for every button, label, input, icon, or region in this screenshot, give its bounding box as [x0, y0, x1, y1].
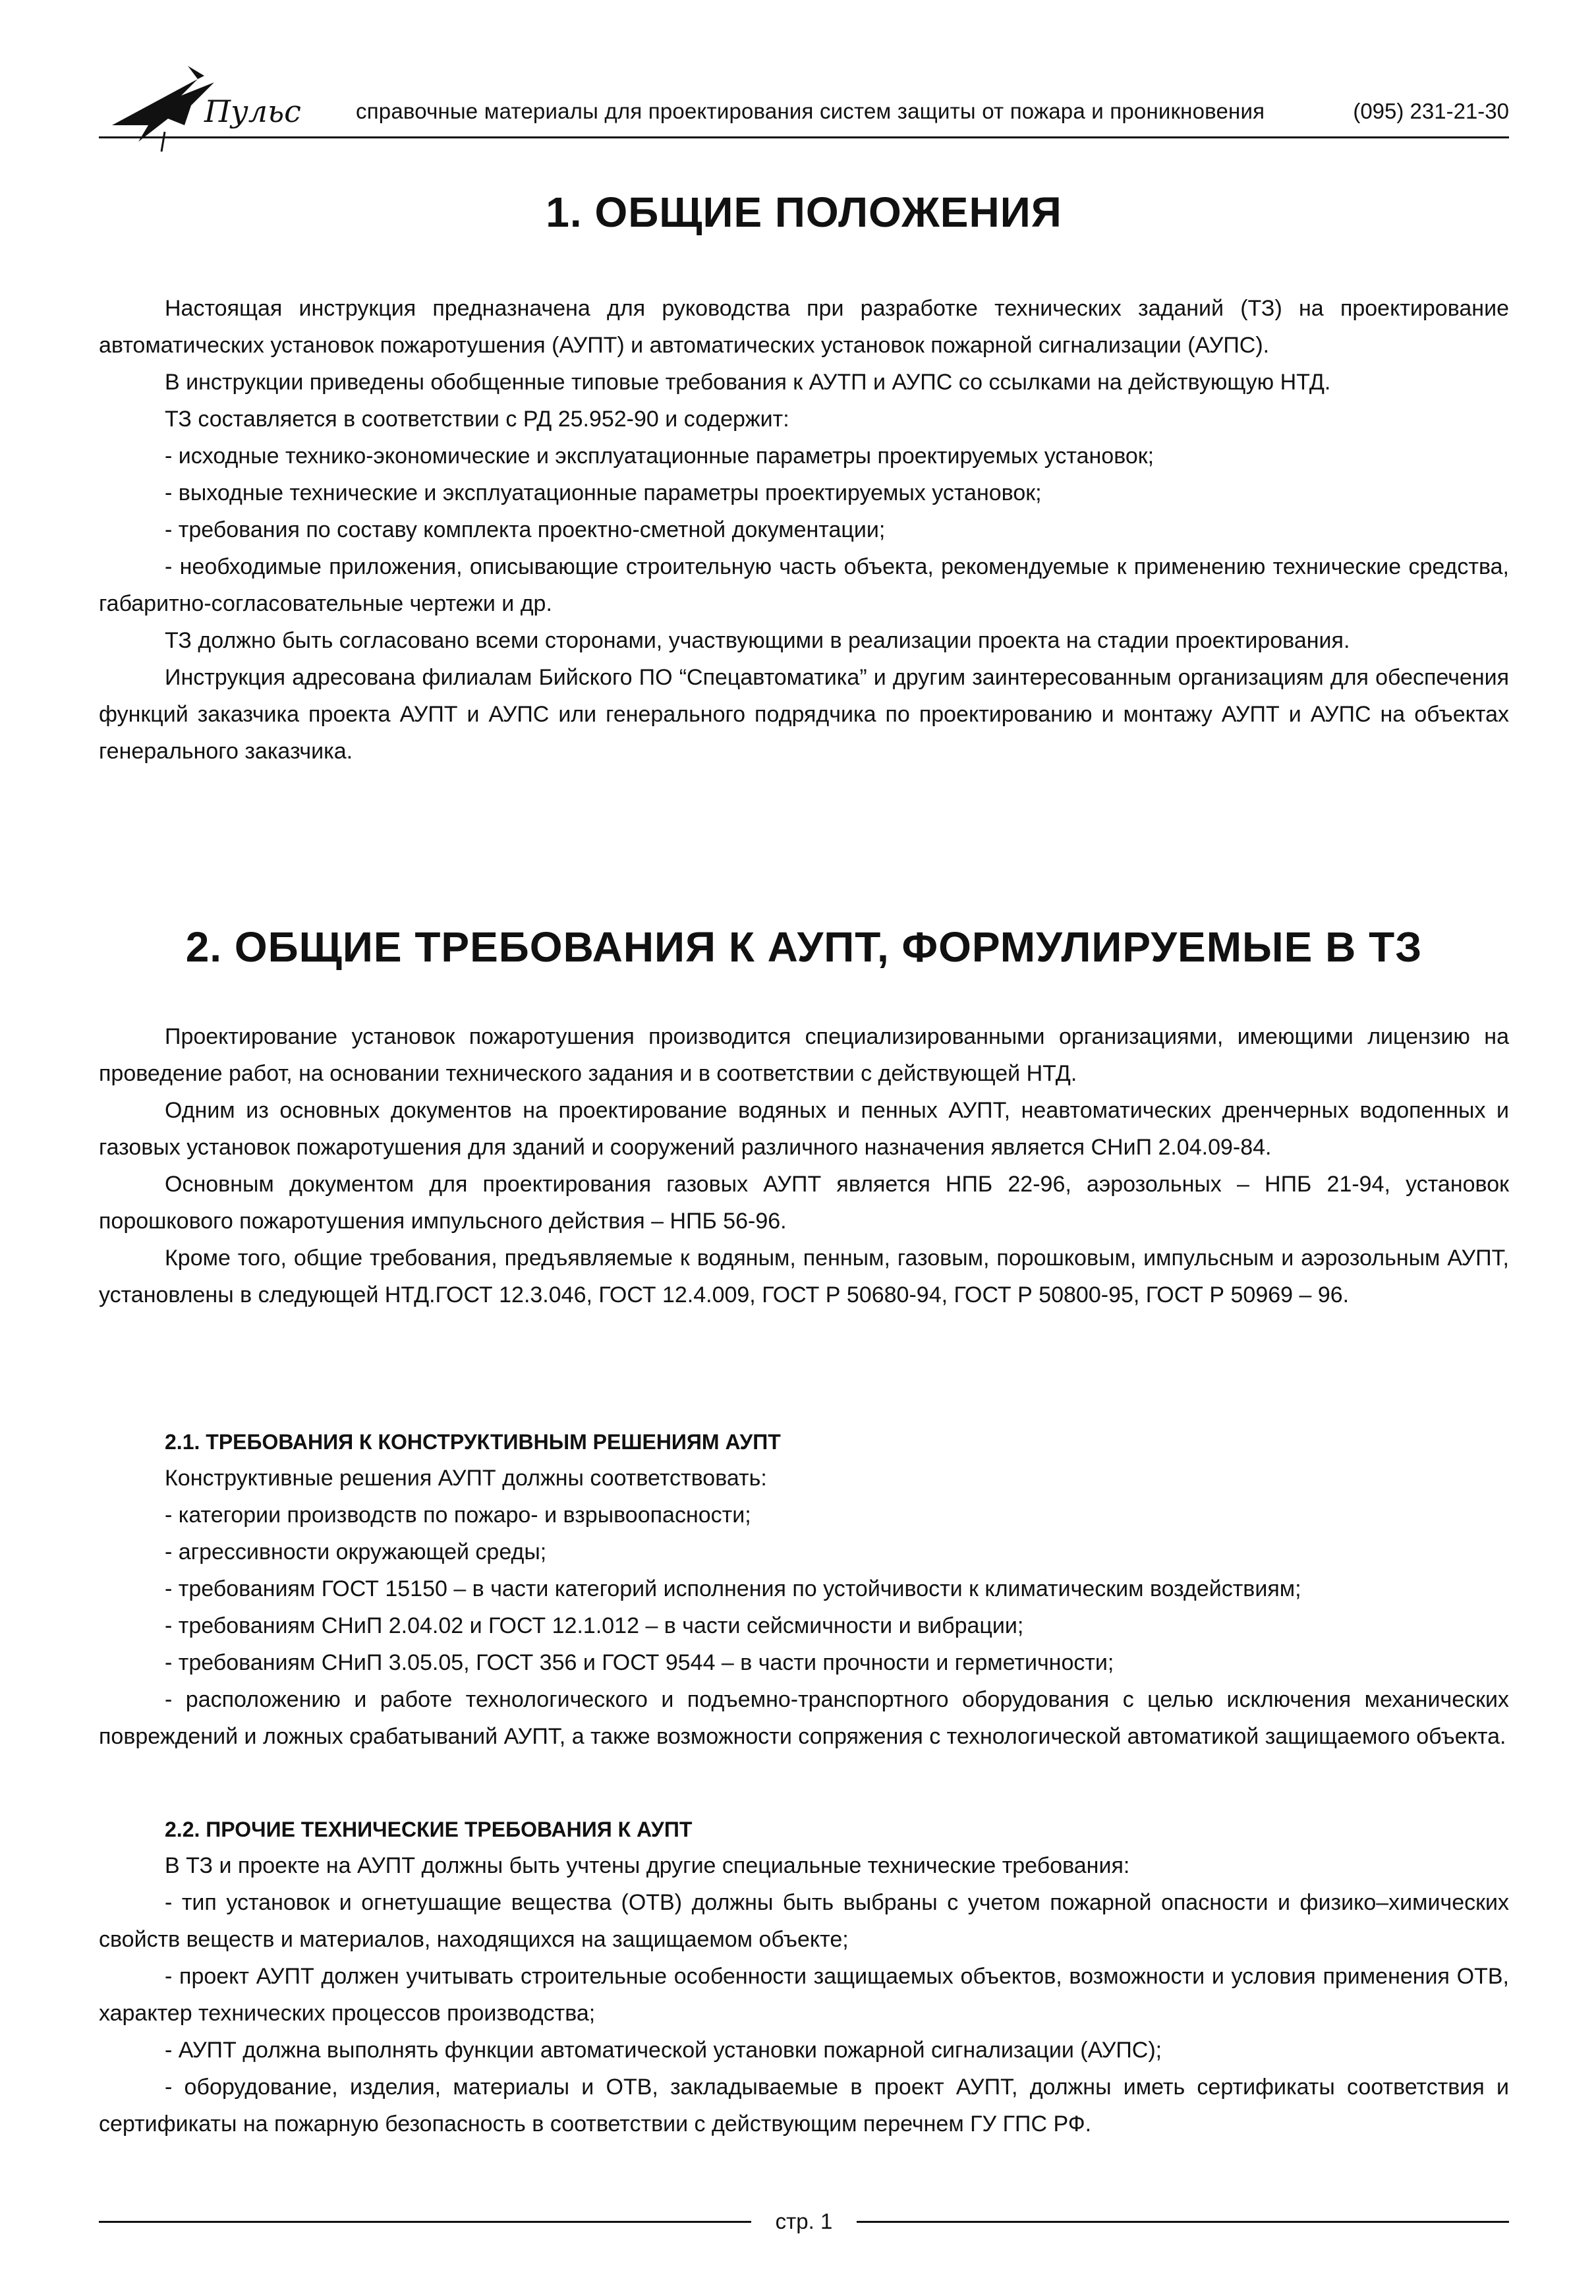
paragraph: Проектирование установок пожаротушения производится специализированными организациями, имеющими лицензию на проведение работ, на основании технического задания и в соответствии с действующей НТД. [99, 1024, 1509, 1086]
section-2-title: 2. ОБЩИЕ ТРЕБОВАНИЯ К АУПТ, ФОРМУЛИРУЕМЫЕ В ТЗ [185, 923, 1423, 971]
list-item: - требованиям СНиП 3.05.05, ГОСТ 356 и ГОСТ 9544 – в части прочности и герметичности; [165, 1650, 1114, 1675]
list-item: - требования по составу комплекта проектно-сметной документации; [165, 517, 886, 542]
list-item: - оборудование, изделия, материалы и ОТВ, закладываемые в проект АУПТ, должны иметь сертификаты соответствия и сертификаты на пожарную безопасность в соответствии с действующим перечнем ГУ ГПС РФ. [99, 2075, 1509, 2137]
section-2-body [99, 1018, 1509, 1313]
list-item: - требованиям СНиП 2.04.02 и ГОСТ 12.1.012 – в части сейсмичности и вибрации; [165, 1613, 1024, 1638]
list-item: - выходные технические и эксплуатационные параметры проектируемых установок; [165, 480, 1042, 505]
footer-rule-right [857, 2221, 1509, 2223]
list-item: - необходимые приложения, описывающие строительную часть объекта, рекомендуемые к применению технические средства, габаритно-согласовательные чертежи и др. [99, 554, 1509, 616]
paragraph: Настоящая инструкция предназначена для руководства при разработке технических заданий (ТЗ) на проектирование автоматических установок пожаротушения (АУПТ) и автоматических установок пожарной сигнализации (АУПС). [99, 296, 1509, 358]
paragraph: ТЗ должно быть согласовано всеми сторонами, участвующими в реализации проекта на стадии проектирования. [165, 628, 1350, 653]
paragraph: В инструкции приведены обобщенные типовые требования к АУТП и АУПС со ссылками на действующую НТД. [165, 370, 1331, 395]
paragraph: Конструктивные решения АУПТ должны соответствовать: [165, 1466, 767, 1491]
paragraph: Инструкция адресована филиалам Бийского ПО “Спецавтоматика” и другим заинтересованным организациям для обеспечения функций заказчика проекта АУПТ и АУПС или генерального подрядчика по проектированию и монтажу АУПТ и АУПС на объектах генерального заказчика. [99, 665, 1509, 764]
section-2-1-title: 2.1. ТРЕБОВАНИЯ К КОНСТРУКТИВНЫМ РЕШЕНИЯМ АУПТ [165, 1430, 781, 1454]
list-item: - АУПТ должна выполнять функции автоматической установки пожарной сигнализации (АУПС); [165, 2038, 1162, 2063]
section-2-2-body [99, 1847, 1509, 2142]
page-footer [99, 2209, 1509, 2235]
svg-text:Пульс: Пульс [204, 94, 301, 129]
list-item: - тип установок и огнетушащие вещества (ОТВ) должны быть выбраны с учетом пожарной опасности и физико–химических свойств веществ и материалов, находящихся на защищаемом объекте; [99, 1890, 1509, 1952]
list-item: - исходные технико-экономические и эксплуатационные параметры проектируемых установок; [165, 444, 1154, 469]
paragraph: Кроме того, общие требования, предъявляемые к водяным, пенным, газовым, порошковым, импульсным и аэрозольным АУПТ, установлены в следующей НТД.ГОСТ 12.3.046, ГОСТ 12.4.009, ГОСТ Р 50680-94, ГОСТ Р 50800-95, ГОСТ Р 50969 – 96. [99, 1246, 1509, 1307]
header-phone: (095) 231-21-30 [1353, 99, 1509, 123]
header-tagline: справочные материалы для проектирования систем защиты от пожара и проникновения [356, 99, 1265, 123]
section-1-body [99, 290, 1509, 770]
list-item: - категории производств по пожаро- и взрывоопасности; [165, 1503, 751, 1528]
list-item: - требованиям ГОСТ 15150 – в части категорий исполнения по устойчивости к климатическим воздействиям; [165, 1576, 1301, 1601]
bird-logo-icon [99, 59, 310, 158]
header-divider [99, 136, 1509, 138]
section-1-title: 1. ОБЩИЕ ПОЛОЖЕНИЯ [546, 188, 1062, 236]
paragraph: Одним из основных документов на проектирование водяных и пенных АУПТ, неавтоматических дренчерных водопенных и газовых установок пожаротушения для зданий и сооружений различного назначения является СНиП 2.04.09-84. [99, 1098, 1509, 1160]
list-item: - агрессивности окружающей среды; [165, 1539, 547, 1564]
paragraph: ТЗ составляется в соответствии с РД 25.952-90 и содержит: [165, 407, 789, 432]
page-number: стр. 1 [775, 2209, 833, 2233]
section-2-2-title: 2.2. ПРОЧИЕ ТЕХНИЧЕСКИЕ ТРЕБОВАНИЯ К АУПТ [165, 1818, 693, 1841]
paragraph: В ТЗ и проекте на АУПТ должны быть учтены другие специальные технические требования: [165, 1853, 1130, 1878]
paragraph: Основным документом для проектирования газовых АУПТ является НПБ 22-96, аэрозольных – НПБ 21-94, установок порошкового пожаротушения импульсного действия – НПБ 56-96. [99, 1172, 1509, 1234]
list-item: - расположению и работе технологического и подъемно-транспортного оборудования с целью исключения механических повреждений и ложных срабатываний АУПТ, а также возможности сопряжения с технологической автоматикой защищаемого объекта. [99, 1687, 1509, 1749]
footer-rule-left [99, 2221, 751, 2223]
section-2-1-body [99, 1460, 1509, 1755]
list-item: - проект АУПТ должен учитывать строительные особенности защищаемых объектов, возможности и условия применения ОТВ, характер технических процессов производства; [99, 1964, 1509, 2026]
